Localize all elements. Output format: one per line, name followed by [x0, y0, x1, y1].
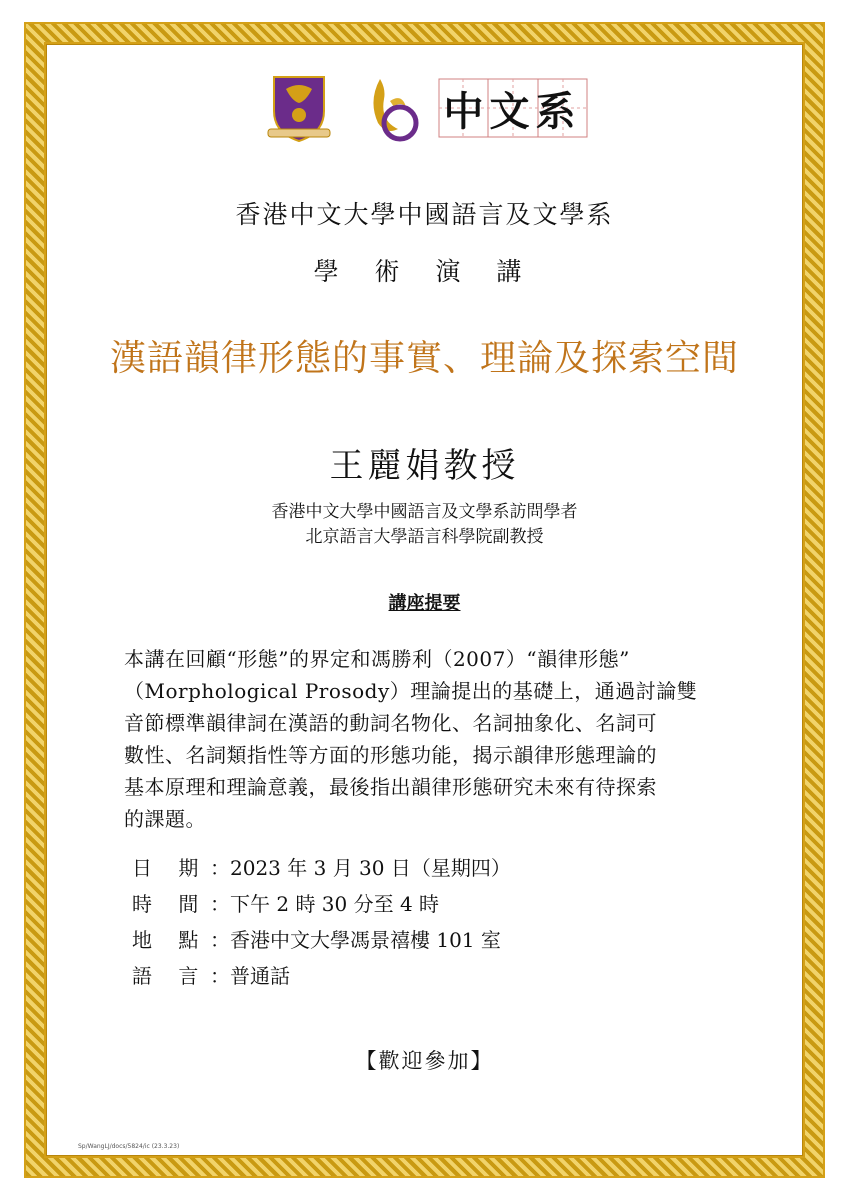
- department-name: 香港中文大學中國語言及文學系: [235, 200, 614, 229]
- speaker-affiliation: 北京語言大學語言科學院副教授: [305, 527, 544, 547]
- detail-value: ：下午 2 時 30 分至 4 時: [210, 892, 440, 916]
- detail-label: 時 間: [132, 892, 209, 916]
- cuhk-crest-logo: [262, 71, 336, 145]
- detail-label: 日 期: [132, 856, 209, 880]
- abstract-heading: 講座提要: [388, 593, 461, 614]
- detail-value: ：香港中文大學馮景禧樓 101 室: [210, 928, 501, 952]
- abstract-line: 數性、名詞類指性等方面的形態功能，揭示韻律形態理論的: [124, 743, 657, 767]
- detail-label: 地 點: [132, 928, 209, 952]
- anniversary-60-logo: [350, 71, 424, 145]
- event-type: 學 術 演 講: [313, 257, 536, 286]
- department-logo-text: 中文系: [443, 87, 582, 135]
- abstract-line: 的課題。: [124, 807, 206, 831]
- detail-language: [132, 958, 511, 994]
- abstract-line: 基本原理和理論意義，最後指出韻律形態研究未來有待探索: [124, 775, 657, 799]
- event-details: [132, 850, 511, 994]
- detail-value: ：2023 年 3 月 30 日（星期四）: [210, 856, 511, 880]
- detail-value: ：普通話: [210, 964, 290, 988]
- welcome-note: 【歡迎參加】: [355, 1049, 494, 1073]
- abstract-line: （Morphological Prosody）理論提出的基礎上，通過討論雙: [124, 679, 698, 703]
- detail-label: 語 言: [132, 964, 209, 988]
- abstract-line: 音節標準韻律詞在漢語的動詞名物化、名詞抽象化、名詞可: [124, 711, 657, 735]
- speaker-affiliation: 香港中文大學中國語言及文學系訪問學者: [271, 502, 578, 522]
- lecture-title: 漢語韻律形態的事實、理論及探索空間: [109, 338, 739, 379]
- file-reference: Sp/WangLJ/docs/5824/ic (23.3.23): [78, 1143, 180, 1150]
- speaker-name: 王麗娟教授: [329, 446, 520, 486]
- abstract-line: 本講在回顧“形態”的界定和馮勝利（2007）“韻律形態”: [124, 647, 630, 671]
- detail-time: [132, 886, 511, 922]
- abstract-text: [124, 643, 734, 835]
- logo-row: [0, 68, 849, 148]
- detail-date: [132, 850, 511, 886]
- detail-venue: [132, 922, 511, 958]
- department-logo: [438, 78, 588, 138]
